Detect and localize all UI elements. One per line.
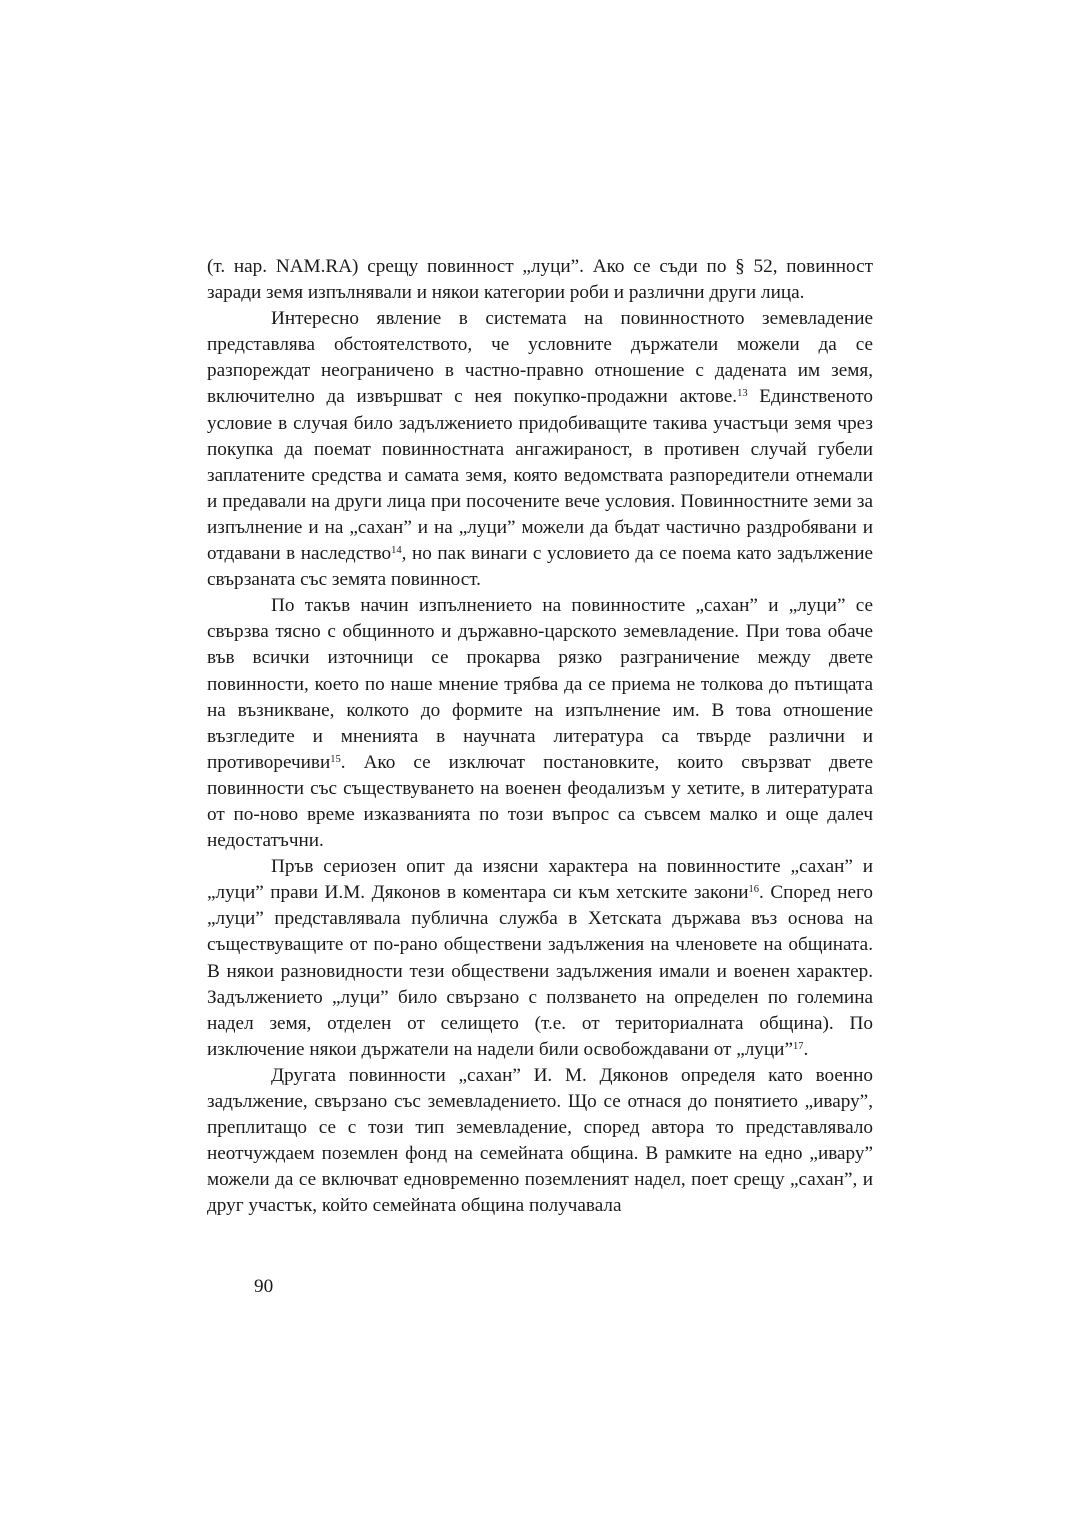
paragraph-continuation [207,254,873,306]
text-segment: Другата повинности „сахан” И. М. Дяконов определя като военно задължение, свързано със земевладението. Що се отнася до понятието „ивару”, преплитащо се с този тип земевладение, според автора то представлявало неотчуждаем поземлен фонд на семейната община. В рамките на едно „ивару” можели да се включват едновременно поземленият надел, поет срещу „сахан”, и друг участък, който семейната община получавала [207,1064,873,1217]
body-text [207,254,873,1219]
text-segment: Единственото условие в случая било задължението придобиващите такива участъци земя чрез покупка да поемат повинностната ангажираност, в противен случай губели заплатените средства и самата земя, която ведомствата разпоредители отнемали и предавали на други лица при посочените вече условия. Повинностните земи за изпълнение и на „сахан” и на „луци” можели да бъдат частично раздробявани и отдавани в наследство [207,386,873,565]
text-segment: Интересно явление в системата на повинностното земевладение представлява обстоятелството, че условните държатели можели да се разпореждат неограничено в частно-правно отношение с дадената им земя, включително да извършват с нея покупко-продажни актове. [207,308,873,408]
footnote-ref: 16 [748,884,760,896]
text-segment: Пръв сериозен опит да изясни характера на повинностите „сахан” и „луци” прави И.М. Дяконов в коментара си към хетските закони [207,856,873,904]
paragraph-obligations [207,593,873,854]
paragraph-sahan [207,1063,873,1220]
text-segment: . Според него „луци” представлявала публична служба в Хетската държава въз основа на съществуващите от по-рано обществени задължения на членовете на общината. В някои разновидности тези обществени задължения имали и военен характер. Задължението „луци” било свързано с ползването на определен по големина надел земя, отделен от селището (т.е. от териториалната община). По изключение някои държатели на надели били освобождавани от „луци” [207,882,873,1060]
footnote-ref: 15 [330,753,341,765]
text-segment: , но пак винаги с условието да се поема като задължение свързаната със земята повинност. [207,543,873,591]
text-segment: (т. нар. NAM.RA) срещу повинност „луци”. Ако се съди по § 52, повинност заради земя изпълнявали и някои категории роби и различни други лица. [207,256,873,304]
paragraph-dyakonov [207,854,873,1063]
text-segment: . Ако се изключат постановките, които свързват двете повинности със съществуването на военен феодализъм у хетите, в литературата от по-ново време изказванията по този въпрос са съвсем малко и още далеч недостатъчни. [207,751,873,852]
paragraph-land-tenure [207,306,873,593]
footnote-ref: 13 [737,388,748,400]
footnote-ref: 17 [792,1040,804,1052]
text-segment: По такъв начин изпълнението на повинностите „сахан” и „луци” се свързва тясно с общинното и държавно-царското земевладение. При това обаче във всички източници се прокарва рязко разграничение между двете повинности, което по наше мнение трябва да се приема не толкова до пътищата на възникване, колкото до формите на изпълнение им. В това отношение възгледите и мненията в научната литература са твърде различни и противоречиви [207,595,873,773]
page-number: 90 [254,1276,274,1297]
text-segment: . [803,1038,809,1060]
footnote-ref: 14 [391,545,402,557]
